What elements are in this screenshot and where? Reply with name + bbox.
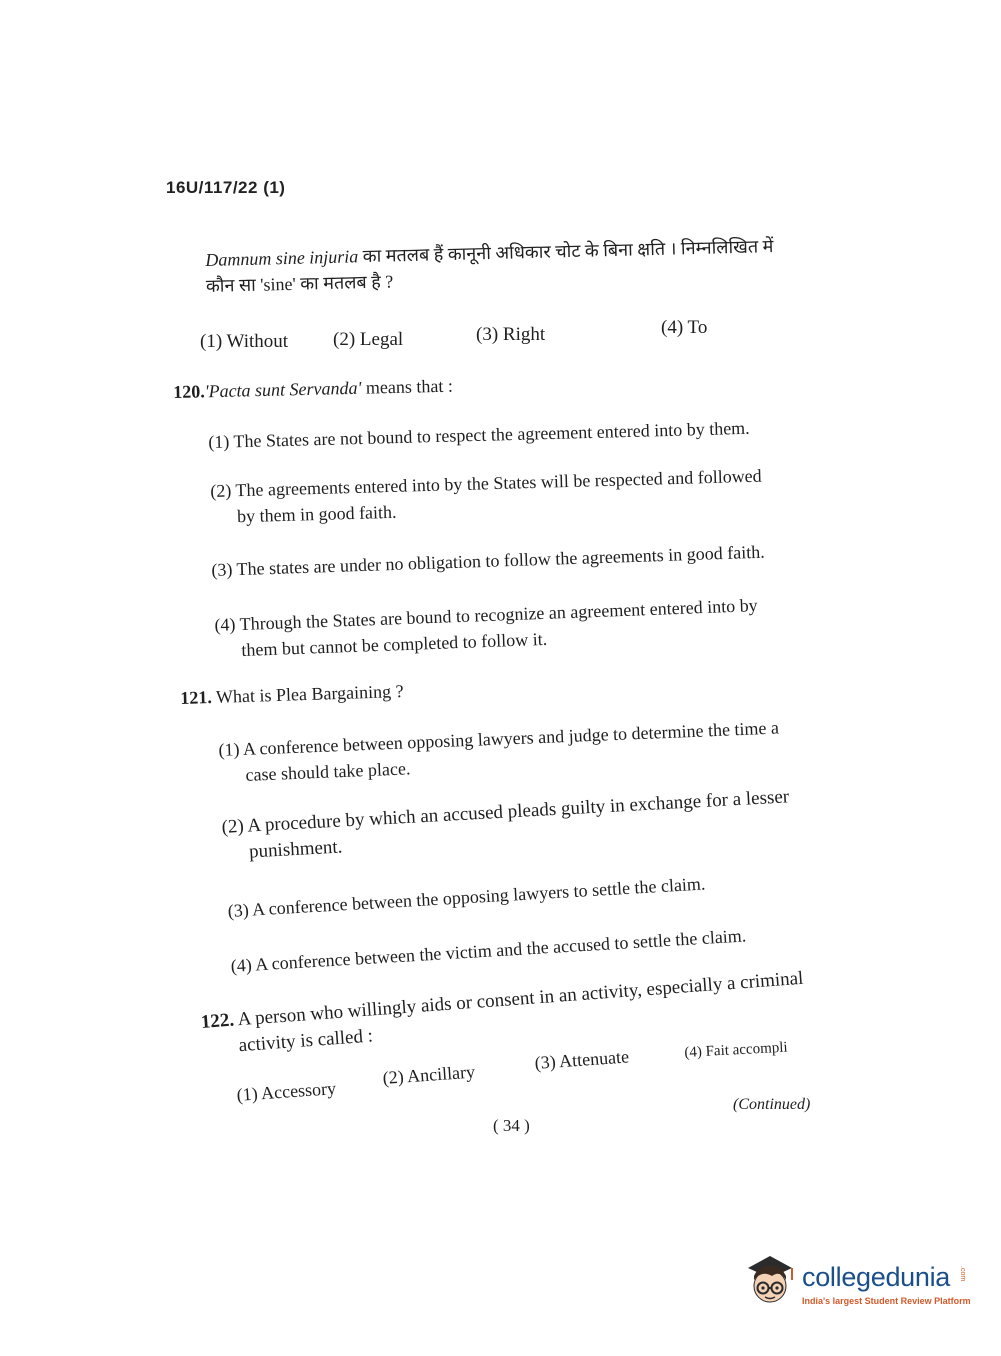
question-122-option-4: (4) Fait accompli bbox=[684, 1039, 789, 1061]
option-line: (1) The States are not bound to respect the agreement entered into by them. bbox=[208, 417, 750, 452]
question-119-option-4: (4) To bbox=[661, 317, 708, 338]
question-119-option-2: (2) Legal bbox=[333, 329, 404, 350]
logo-domain-suffix: .com bbox=[959, 1266, 966, 1282]
question-120-option-2 bbox=[210, 463, 763, 530]
paper-code: 16U/117/22 (1) bbox=[166, 178, 286, 197]
question-121-stem-text: What is Plea Bargaining ? bbox=[211, 680, 404, 708]
question-119-option-1: (1) Without bbox=[200, 331, 289, 352]
question-122-line-2: activity is called : bbox=[237, 1025, 374, 1057]
question-121-option-1 bbox=[218, 714, 780, 788]
question-120-option-1 bbox=[208, 415, 750, 455]
question-120-option-4 bbox=[214, 592, 759, 664]
question-120-latin-term: 'Pacta sunt Servanda' bbox=[204, 377, 362, 402]
question-119-option-3: (3) Right bbox=[476, 324, 546, 345]
option-line: (2) A procedure by which an accused pleads guilty in exchange for a lesser bbox=[221, 786, 790, 838]
question-120-stem-rest: means that : bbox=[361, 375, 454, 398]
logo-wordmark: collegedunia bbox=[802, 1262, 951, 1292]
collegedunia-logo bbox=[742, 1250, 972, 1310]
question-122-option-2: (2) Ancillary bbox=[382, 1061, 476, 1088]
question-122-number: 122. bbox=[200, 1009, 235, 1033]
question-119-line-1-rest: का मतलब हैं कानूनी अधिकार चोट के बिना क्षति । निम्नलिखित में bbox=[358, 236, 774, 267]
question-121-option-4 bbox=[230, 922, 747, 979]
question-122-option-3: (3) Attenuate bbox=[534, 1046, 630, 1073]
question-120-stem bbox=[173, 376, 453, 403]
question-120-option-3 bbox=[211, 539, 765, 583]
question-122-stem-text: A person who willingly aids or consent in an activity, especially a criminal bbox=[233, 967, 805, 1031]
option-line: (4) Through the States are bound to recognize an agreement entered into by bbox=[214, 595, 758, 635]
question-120-number: 120. bbox=[173, 381, 205, 402]
option-line: (2) The agreements entered into by the States will be respected and followed bbox=[210, 465, 762, 501]
question-119-term: Damnum sine injuria bbox=[205, 246, 359, 270]
question-121-stem bbox=[180, 681, 404, 709]
page-number: ( 34 ) bbox=[493, 1116, 530, 1135]
question-121-number: 121. bbox=[180, 687, 213, 708]
option-line: (4) A conference between the victim and the accused to settle the claim. bbox=[230, 925, 747, 976]
continued-note: (Continued) bbox=[733, 1096, 811, 1113]
option-line: (1) A conference between opposing lawyers and judge to determine the time a bbox=[218, 717, 780, 760]
question-121-option-2 bbox=[221, 784, 791, 867]
mascot-icon bbox=[742, 1250, 798, 1308]
option-continuation: case should take place. bbox=[245, 758, 411, 785]
question-119-stem bbox=[205, 233, 774, 299]
question-121-option-3 bbox=[227, 870, 706, 923]
question-122-option-1: (1) Accessory bbox=[236, 1078, 337, 1105]
option-continuation: punishment. bbox=[248, 836, 343, 863]
logo-tagline: India's largest Student Review Platform bbox=[802, 1296, 971, 1306]
option-continuation: them but cannot be completed to follow it. bbox=[241, 628, 548, 661]
option-line: (3) A conference between the opposing lawyers to settle the claim. bbox=[227, 873, 706, 921]
question-119-line-2: कौन सा 'sine' का मतलब है ? bbox=[205, 271, 394, 296]
option-line: (3) The states are under no obligation to follow the agreements in good faith. bbox=[211, 541, 765, 580]
option-continuation: by them in good faith. bbox=[236, 501, 397, 527]
